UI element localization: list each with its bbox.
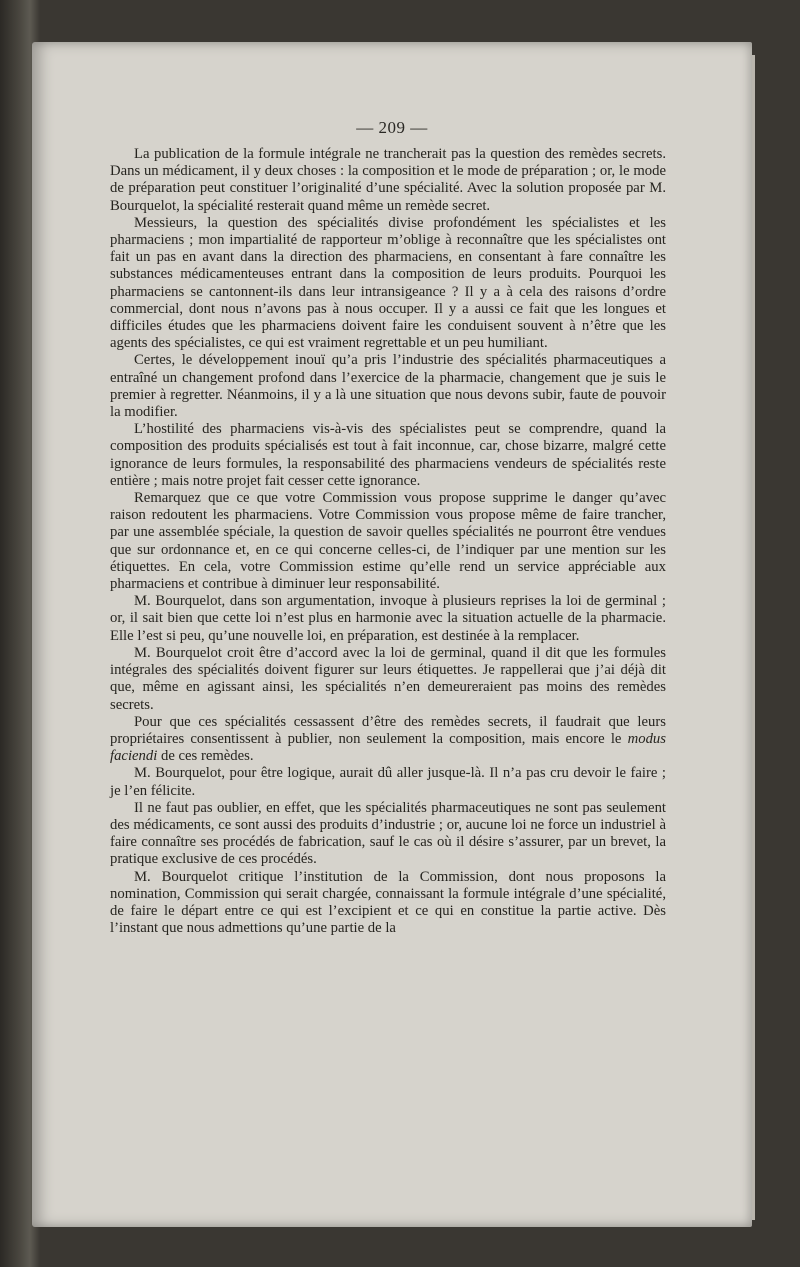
book-page — [32, 42, 752, 1227]
paragraph-5: Remarquez que ce que votre Commission vous propose supprime le danger qu’avec raison redoutent les pharmaciens. Votre Commission vous propose même de faire trancher, par une assemblée spéciale, la question de savoir quelles spécialités ne pourront être vendues que sur ordonnance et, en ce qui concerne celles-ci, de l’indiquer par une mention sur les étiquettes. En cela, votre Commission estime qu’elle rend un service appréciable aux pharmaciens et contribue à diminuer leur responsabilité. — [110, 490, 666, 593]
paragraph-10: Il ne faut pas oublier, en effet, que les spécialités pharmaceutiques ne sont pas seulement des médicaments, ce sont aussi des produits d’industrie ; or, aucune loi ne force un industriel à faire connaître ses procédés de fabrication, sauf le cas où il désire s’assurer, par un brevet, la pratique exclusive de ces procédés. — [110, 799, 666, 868]
page-number: — 209 — — [356, 118, 428, 137]
paragraph-1: La publication de la formule intégrale ne trancherait pas la question des remèdes secrets. Dans un médicament, il y deux choses : la composition et le mode de préparation ; or, le mode de préparation peut constituer l’originalité d’une spécialité. Avec la solution proposée par M. Bourquelot, la spécialité resterait quand même un remède secret. — [110, 146, 666, 214]
paragraph-6: M. Bourquelot, dans son argumentation, invoque à plusieurs reprises la loi de germinal ; or, il sait bien que cette loi n’est plus en harmonie avec la situation actuelle de la pharmacie. Elle l’est si peu, qu’une nouvelle loi, en préparation, est destinée à la remplacer. — [110, 593, 666, 644]
paragraph-8 — [110, 714, 666, 766]
paragraph-9: M. Bourquelot, pour être logique, aurait dû aller jusque-là. Il n’a pas cru devoir le faire ; je l’en félicite. — [110, 765, 666, 799]
paragraph-4: L’hostilité des pharmaciens vis-à-vis des spécialistes peut se comprendre, quand la composition des produits spécialisés est tout à fait inconnue, car, chose bizarre, malgré cette ignorance de leurs formules, la responsabilité des pharmaciens vendeurs de spécialités reste entière ; mais notre projet fait cesser cette ignorance. — [110, 421, 666, 489]
paragraph-8-text: Pour que ces spécialités cessassent d’être des remèdes secrets, il faudrait que leurs propriétaires consentissent à publier, non seulement la composition, mais encore le — [110, 713, 666, 747]
paragraph-8-italic: modus faciendi — [110, 730, 666, 765]
paragraph-7: M. Bourquelot croit être d’accord avec la loi de germinal, quand il dit que les formules intégrales des spécialités doivent figurer sur leurs étiquettes. Je rappellerai que j’ai déjà dit que, même en agissant ainsi, les spécialités n’en demeureraient pas moins des remèdes secrets. — [110, 644, 666, 713]
paragraph-2: Messieurs, la question des spécialités divise profondément les spécialistes et les pharmaciens ; mon impartialité de rapporteur m’oblige à reconnaître que les spécialistes ont fait un pas en avant dans la direction des pharmaciens, en consentant à fare connaître les substances médicamenteuses entrant dans la composition de leurs produits. Pourquoi les pharmaciens se cantonnent-ils dans leur intransigeance ? Il y a à cela des raisons d’ordre commercial, dont nous n’avons pas à nous occuper. Il y a aussi ce fait que les longues et difficiles études que les pharmaciens doivent faire les conduisent souvent à n’être que les agents des spécialistes, ce qui est vraiment regrettable et un peu humiliant. — [110, 214, 666, 352]
paragraph-3: Certes, le développement inouï qu’a pris l’industrie des spécialités pharmaceutiques a entraîné un changement profond dans l’exercice de la pharmacie, changement que je suis le premier à regretter. Néanmoins, il y a là une situation que nous devons subir, faute de pouvoir la modifier. — [110, 352, 666, 421]
paragraph-8-end: de ces remèdes. — [157, 748, 254, 765]
page-body — [110, 146, 666, 937]
paragraph-11: M. Bourquelot critique l’institution de la Commission, dont nous proposons la nomination, Commission qui serait chargée, connaissant la formule intégrale d’une spécialité, de faire le départ entre ce qui est l’excipient et ce qui en constitue la partie active. Dès l’instant que nous admettions qu’une partie de la — [110, 868, 666, 937]
